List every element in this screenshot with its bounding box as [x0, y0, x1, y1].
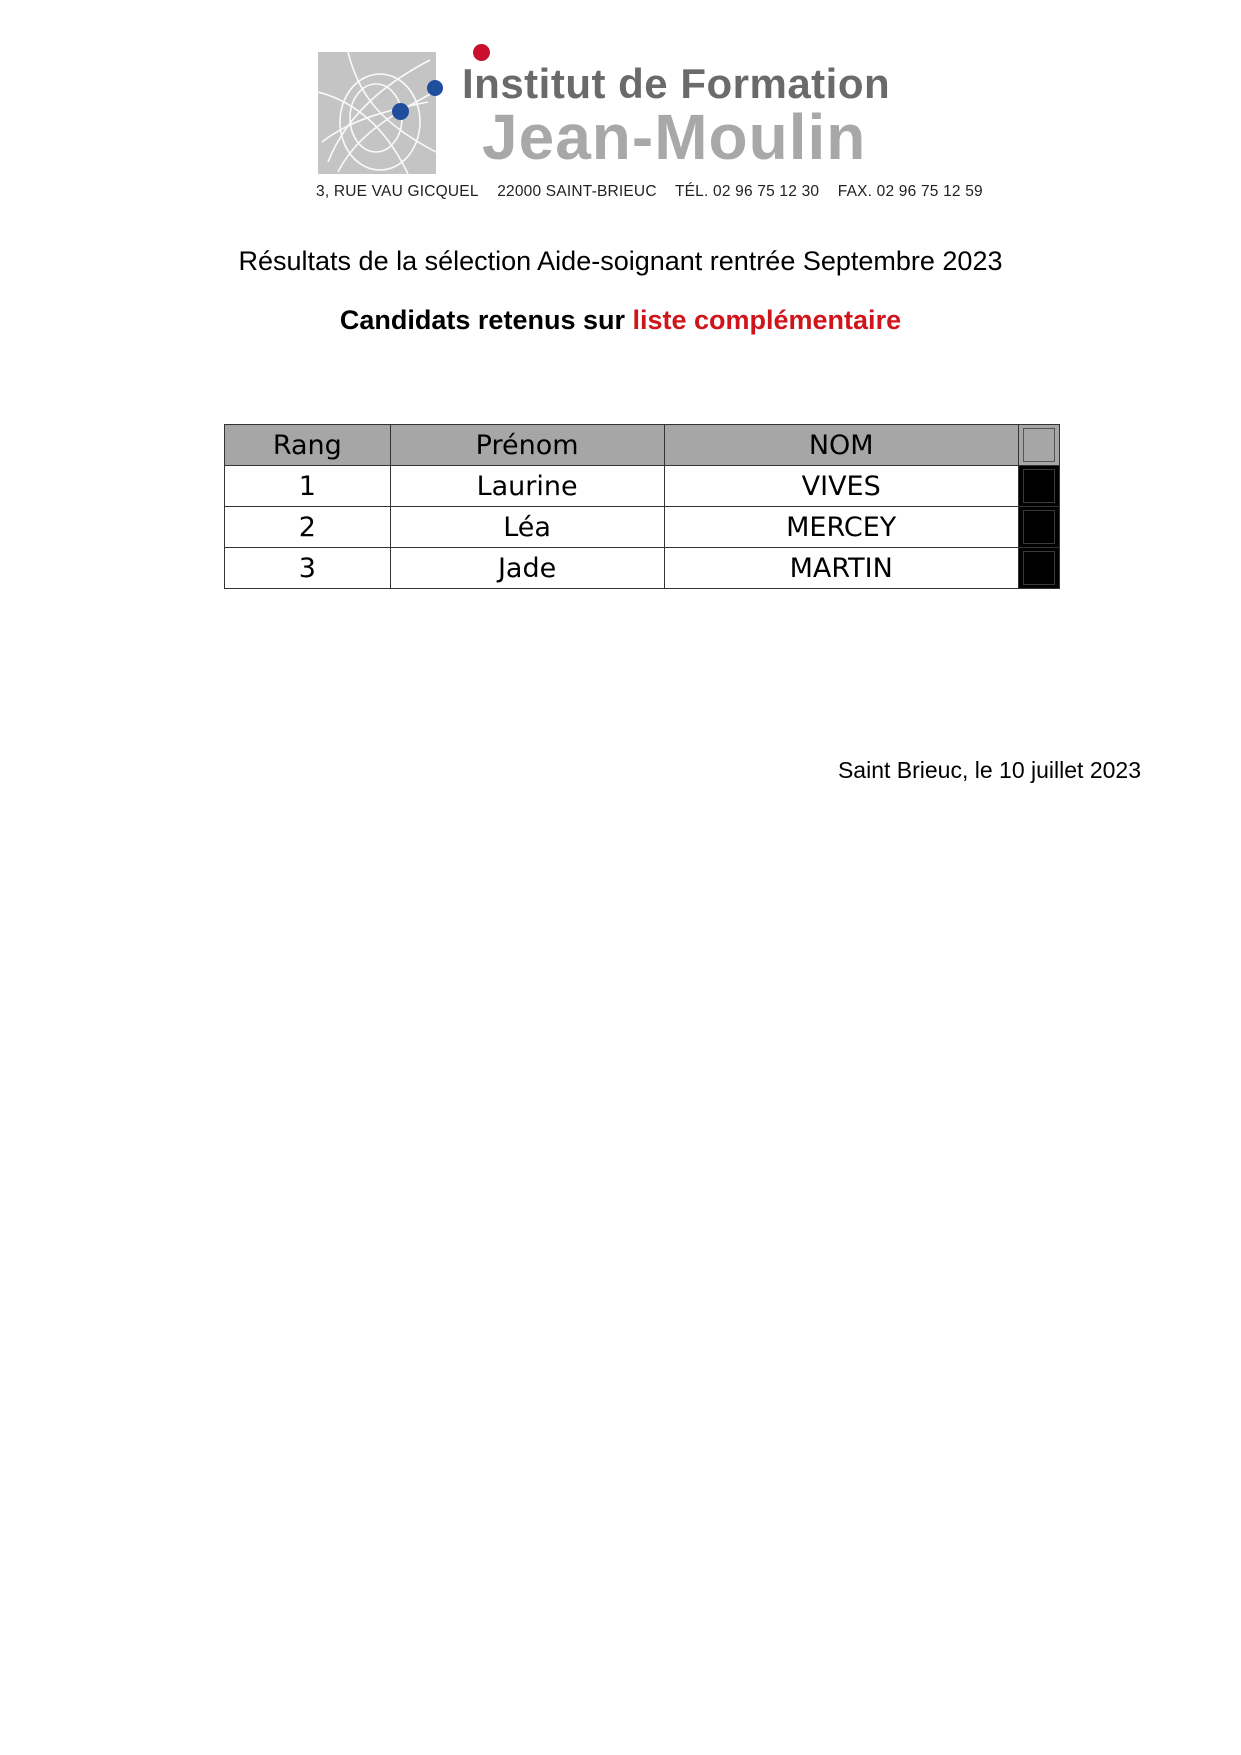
logo-red-dot: [473, 44, 490, 61]
logo-blue-dot-2: [392, 103, 409, 120]
cell-nom: MARTIN: [664, 548, 1018, 589]
table-header-row: [225, 425, 1060, 466]
cell-prenom: Laurine: [390, 466, 664, 507]
institute-name-line2: Jean-Moulin: [482, 101, 867, 173]
address-city: 22000 SAINT-BRIEUC: [497, 183, 657, 200]
subtitle-highlight: liste complémentaire: [632, 305, 902, 335]
redacted-cell: [1018, 548, 1059, 589]
cell-rang: 2: [225, 507, 391, 548]
redacted-cell: [1018, 507, 1059, 548]
letterhead-address: [316, 183, 997, 201]
header-rang: Rang: [225, 425, 391, 466]
cell-rang: 3: [225, 548, 391, 589]
document-title: Résultats de la sélection Aide-soignant rentrée Septembre 2023: [238, 246, 1003, 276]
table-row: [225, 507, 1060, 548]
address-fax: FAX. 02 96 75 12 59: [837, 183, 983, 200]
table-row: [225, 548, 1060, 589]
address-street: 3, RUE VAU GICQUEL: [316, 183, 479, 200]
cell-rang: 1: [225, 466, 391, 507]
cell-nom: VIVES: [664, 466, 1018, 507]
results-table: [224, 424, 1060, 589]
cell-prenom: Jade: [390, 548, 664, 589]
redacted-cell: [1018, 466, 1059, 507]
institute-name-line1: Institut de Formation: [462, 60, 891, 107]
cell-nom: MERCEY: [664, 507, 1018, 548]
signature-date: Saint Brieuc, le 10 juillet 2023: [837, 757, 1141, 783]
logo-swirl-icon: [318, 52, 436, 174]
header-nom: NOM: [664, 425, 1018, 466]
document-subtitle: [0, 305, 1241, 336]
address-phone: TÉL. 02 96 75 12 30: [674, 183, 820, 200]
header-extra-cell: [1018, 425, 1059, 466]
cell-prenom: Léa: [390, 507, 664, 548]
table-row: [225, 466, 1060, 507]
header-prenom: Prénom: [390, 425, 664, 466]
subtitle-prefix: Candidats retenus sur: [339, 305, 633, 335]
logo-blue-dot: [427, 80, 443, 96]
logo-graphic: [318, 52, 436, 174]
